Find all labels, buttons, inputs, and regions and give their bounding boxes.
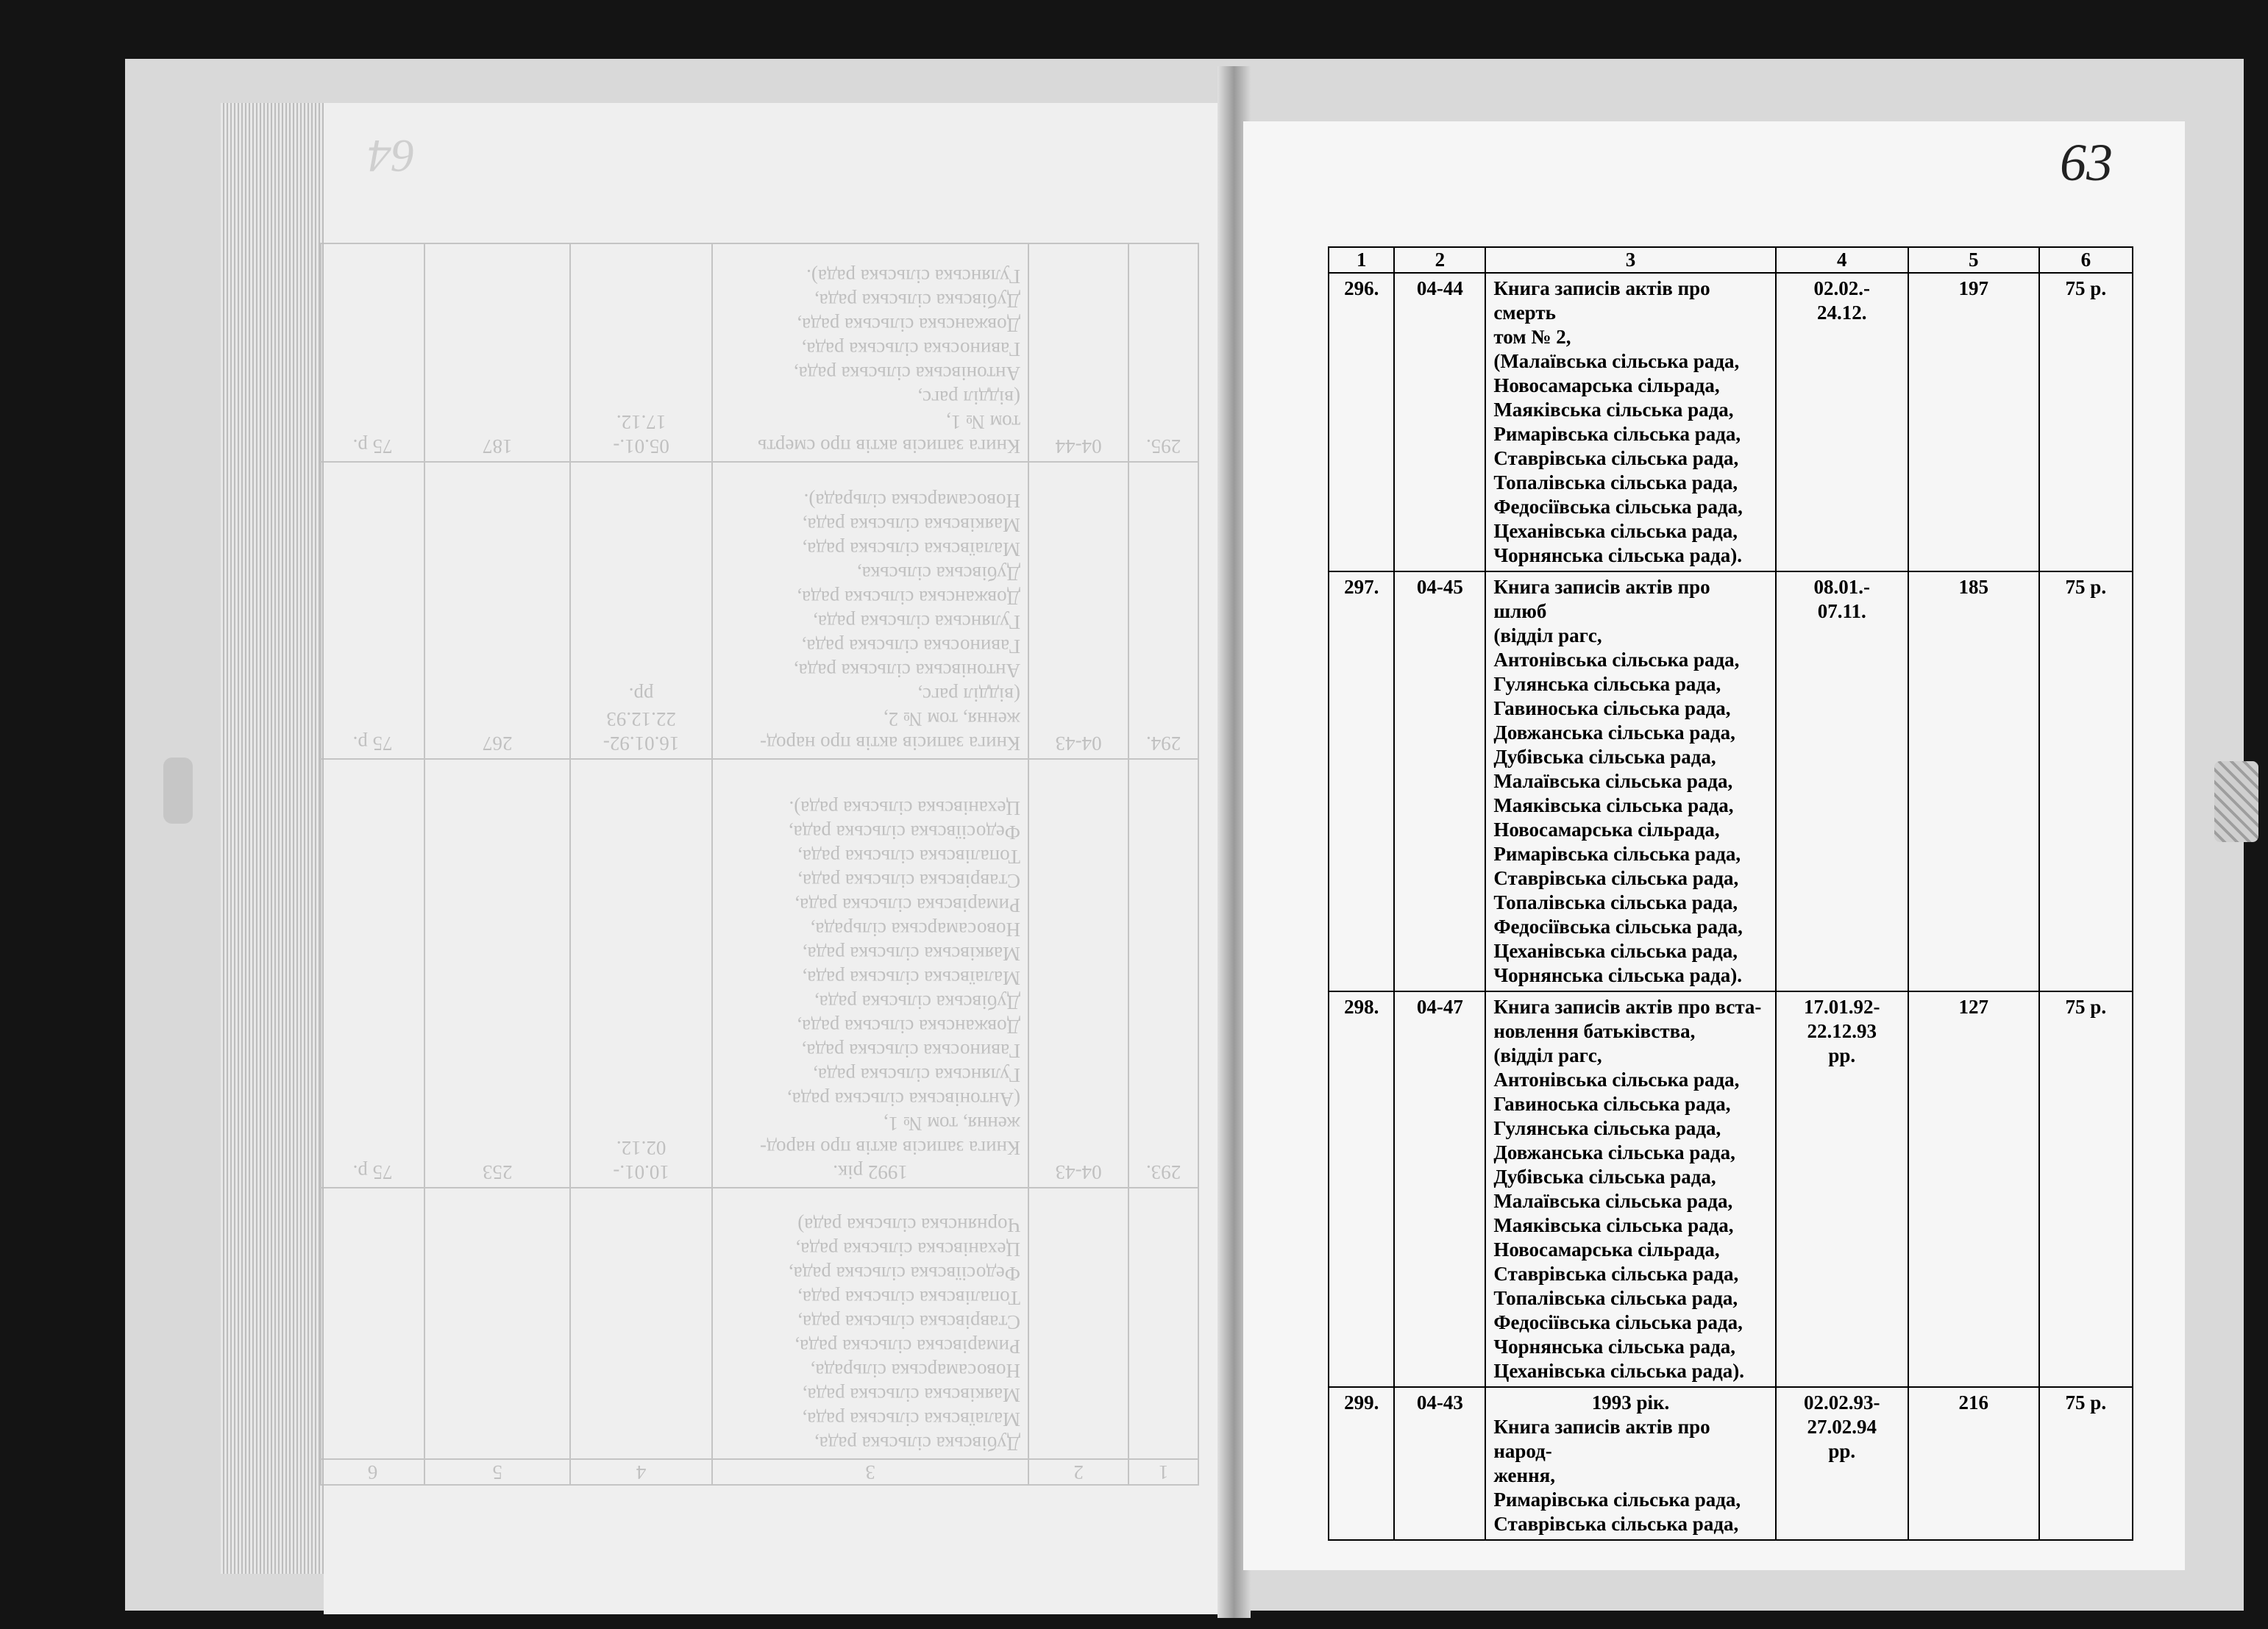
description-line: Новосамарська сільрада, (1493, 819, 1720, 841)
description-line: Гавиноська сільська рада, (801, 635, 1021, 658)
description-line: Книга записів актів про вста- (1493, 996, 1762, 1018)
dates-cell (570, 1188, 712, 1459)
description-line: Гулянська сільська рада, (1493, 1117, 1721, 1139)
description-line: Антонівська сільська рада, (793, 660, 1021, 682)
row-number-cell (1128, 1188, 1198, 1459)
description-line: Дубівська сільська, (856, 563, 1021, 585)
retention-term-cell: 75 р. (321, 759, 424, 1188)
description-line: Антонівська сільська рада, (1493, 649, 1740, 671)
description-cell (712, 462, 1028, 759)
folder-clip (163, 758, 193, 824)
year-heading: 1993 рік. (1591, 1391, 1670, 1414)
description-line: Цеханівська сільська рада, (795, 1238, 1021, 1261)
description-line: Довжанська сільська рада, (1493, 721, 1735, 744)
count-cell: 127 (1908, 991, 2039, 1387)
left-page-number: 64 (368, 130, 415, 182)
date-line: 05.01.- (613, 435, 669, 458)
row-number-cell: 297. (1329, 571, 1394, 991)
description-line: Гулянська сільська рада, (813, 611, 1021, 634)
description-line: Римарівська сільська рада, (794, 1336, 1021, 1358)
table-row (1329, 1387, 2133, 1540)
dates-cell (1776, 1387, 1908, 1540)
description-line: Римарівська сільська рада, (794, 894, 1021, 917)
description-line: ження, том № 1, (883, 1113, 1021, 1136)
description-line: Ставрівська сільська рада, (797, 1311, 1021, 1333)
retention-term-cell: 75 р. (2039, 1387, 2133, 1540)
header-cell: 4 (1776, 247, 1908, 273)
header-cell: 1 (1329, 247, 1394, 273)
description-line: Чорнянська сільська рада). (1493, 964, 1743, 986)
date-line: рр. (1828, 1440, 1856, 1462)
description-line: Малаївська сільська рада, (802, 538, 1021, 561)
description-line: (відділ рагс, (917, 387, 1021, 410)
retention-term-cell: 75 р. (2039, 991, 2133, 1387)
table-row (321, 759, 1198, 1188)
header-cell: 3 (1485, 247, 1775, 273)
fund-code-cell: 04-43 (1028, 759, 1128, 1188)
description-line: Топалівська сільська рада, (797, 846, 1021, 869)
date-line: 16.01.92- (602, 732, 680, 755)
description-line: Гавиноська сільська рада, (801, 1040, 1021, 1063)
dates-cell (1776, 273, 1908, 571)
description-line: Чорнянська сільська рада, (1493, 1336, 1736, 1358)
table-row (321, 243, 1198, 462)
row-number-cell: 294. (1128, 462, 1198, 759)
description-line: Антонівська сільська рада, (793, 363, 1021, 385)
retention-term-cell: 75 р. (2039, 571, 2133, 991)
description-line: Цеханівська сільська рада, (1493, 940, 1738, 962)
retention-term-cell: 75 р. (321, 243, 424, 462)
description-line: Дубівська сільська рада, (814, 991, 1021, 1014)
description-line: Книга записів актів про смерть (758, 435, 1021, 458)
description-cell (712, 1188, 1028, 1459)
date-line: рр. (1828, 1044, 1856, 1066)
description-line: Цеханівська сільська рада). (1493, 1360, 1745, 1382)
date-line: 17.01.92- (1804, 996, 1880, 1018)
description-line: Топалівська сільська рада, (1493, 1287, 1738, 1309)
description-line: Дубівська сільська рада, (814, 1433, 1021, 1455)
description-line: Новосамарська сільрада, (810, 1360, 1021, 1382)
description-line: Маяківська сільська рада, (1493, 1214, 1734, 1236)
description-line: Маяківська сільська рада, (802, 943, 1021, 966)
description-line: ження, (1493, 1464, 1556, 1486)
header-cell: 2 (1028, 1459, 1128, 1485)
description-line: Гулянська сільська рада). (806, 265, 1021, 288)
description-line: Ставрівська сільська рада, (1493, 447, 1739, 469)
description-line: Маяківська сільська рада, (802, 514, 1021, 537)
date-line: 10.01.- (613, 1161, 669, 1184)
row-number-cell: 296. (1329, 273, 1394, 571)
description-line: Федосіївська сільська рада, (1493, 496, 1743, 518)
description-line: Маяківська сільська рада, (1493, 794, 1734, 816)
description-line: Гулянська сільська рада, (1493, 673, 1721, 695)
description-line: Довжанська сільська рада, (797, 587, 1021, 610)
header-row (321, 1459, 1198, 1485)
description-line: Римарівська сільська рада, (1493, 843, 1741, 865)
description-line: Федосіївська сільська рада, (788, 1263, 1021, 1285)
description-line: Довжанська сільська рада, (1493, 1141, 1735, 1163)
count-cell: 197 (1908, 273, 2039, 571)
date-line: 27.02.94 (1807, 1416, 1877, 1438)
year-heading: 1992 рік. (833, 1161, 908, 1184)
fund-code-cell: 04-44 (1028, 243, 1128, 462)
description-line: Книга записів актів про шлюб (1493, 576, 1710, 622)
date-line: 07.11. (1817, 600, 1866, 622)
description-line: Ставрівська сільська рада, (797, 870, 1021, 893)
description-line: ження, том № 2, (883, 708, 1021, 731)
description-line: (Малаївська сільська рада, (1493, 350, 1740, 372)
count-cell: 216 (1908, 1387, 2039, 1540)
header-cell: 2 (1394, 247, 1485, 273)
right-page-number: 63 (2060, 133, 2113, 192)
description-line: Книга записів актів про смерть (1493, 277, 1710, 324)
register-table-right (1328, 246, 2133, 1541)
description-cell (712, 243, 1028, 462)
dates-cell (570, 243, 712, 462)
description-line: Ставрівська сільська рада, (1493, 1263, 1739, 1285)
folder-ribbon (2214, 761, 2258, 842)
description-cell (1485, 273, 1775, 571)
description-cell (1485, 991, 1775, 1387)
description-line: Довжанська сільська рада, (797, 1016, 1021, 1038)
register-table-left (320, 243, 1199, 1486)
date-line: рр. (628, 684, 654, 707)
count-cell: 185 (1908, 571, 2039, 991)
description-line: новлення батьківства, (1493, 1020, 1696, 1042)
description-line: Дубівська сільська рада, (814, 290, 1021, 313)
description-line: Довжанська сільська рада, (797, 314, 1021, 337)
description-line: (відділ рагс, (1493, 1044, 1602, 1066)
description-line: Книга записів актів про народ- (1493, 1416, 1710, 1462)
header-cell: 5 (424, 1459, 570, 1485)
date-line: 02.12. (616, 1137, 666, 1160)
table-row (1329, 991, 2133, 1387)
date-line: 02.02.- (1813, 277, 1871, 299)
description-line: Ставрівська сільська рада, (1493, 867, 1739, 889)
header-cell: 6 (2039, 247, 2133, 273)
description-line: Ставрівська сільська рада, (1493, 1513, 1739, 1535)
description-line: Малаївська сільська рада, (1493, 770, 1733, 792)
description-line: (Антонівська сільська рада, (786, 1088, 1021, 1111)
table-row (1329, 571, 2133, 991)
description-cell (712, 759, 1028, 1188)
description-line: Римарівська сільська рада, (1493, 1489, 1741, 1511)
dates-cell (1776, 571, 1908, 991)
description-line: Чорнянська сільська рада). (1493, 544, 1743, 566)
description-line: Топалівська сільська рада, (797, 1287, 1021, 1309)
count-cell: 267 (424, 462, 570, 759)
dates-cell (570, 462, 712, 759)
fund-code-cell: 04-44 (1394, 273, 1485, 571)
description-line: Дубівська сільська рада, (1493, 1166, 1716, 1188)
description-line: том № 1, (946, 411, 1021, 434)
description-line: Новосамарська сільрада). (803, 490, 1021, 513)
description-line: Чорнянська сільська рада) (797, 1214, 1021, 1236)
description-cell (1485, 571, 1775, 991)
description-line: Дубівська сільська рада, (1493, 746, 1716, 768)
description-line: Малаївська сільська рада, (802, 967, 1021, 990)
row-number-cell: 293. (1128, 759, 1198, 1188)
description-line: (відділ рагс, (917, 684, 1021, 707)
row-number-cell: 295. (1128, 243, 1198, 462)
dates-cell (1776, 991, 1908, 1387)
table-row (1329, 273, 2133, 571)
description-line: Новосамарська сільрада, (810, 919, 1021, 941)
fund-code-cell: 04-47 (1394, 991, 1485, 1387)
retention-term-cell: 75 р. (2039, 273, 2133, 571)
description-line: Цеханівська сільська рада). (789, 797, 1021, 820)
description-line: Гавиноська сільська рада, (1493, 697, 1731, 719)
description-line: Новосамарська сільрада, (1493, 1238, 1720, 1261)
description-line: Гавиноська сільська рада, (801, 338, 1021, 361)
date-line: 22.12.93 (1807, 1020, 1877, 1042)
dates-cell (570, 759, 712, 1188)
description-line: Цеханівська сільська рада, (1493, 520, 1738, 542)
header-cell: 3 (712, 1459, 1028, 1485)
description-line: Римарівська сільська рада, (1493, 423, 1741, 445)
date-line: 02.02.93- (1804, 1391, 1880, 1414)
header-cell: 6 (321, 1459, 424, 1485)
date-line: 08.01.- (1813, 576, 1871, 598)
description-line: Гулянська сільська рада, (813, 1064, 1021, 1087)
header-cell: 4 (570, 1459, 712, 1485)
retention-term-cell (321, 1188, 424, 1459)
description-line: Новосамарська сільрада, (1493, 374, 1720, 396)
date-line: 22.12.93 (606, 708, 676, 731)
fund-code-cell (1028, 1188, 1128, 1459)
row-number-cell: 298. (1329, 991, 1394, 1387)
description-line: Федосіївська сільська рада, (788, 821, 1021, 844)
count-cell (424, 1188, 570, 1459)
description-line: (відділ рагс, (1493, 624, 1602, 646)
right-page-register-table (1328, 246, 2133, 1535)
header-row (1329, 247, 2133, 273)
table-row (321, 462, 1198, 759)
description-line: Гавиноська сільська рада, (1493, 1093, 1731, 1115)
description-line: Книга записів актів про народ- (760, 1137, 1021, 1160)
description-line: Антонівська сільська рада, (1493, 1069, 1740, 1091)
description-line: Топалівська сільська рада, (1493, 891, 1738, 913)
retention-term-cell: 75 р. (321, 462, 424, 759)
description-line: Книга записів актів про народ- (760, 732, 1021, 755)
description-line: Малаївська сільська рада, (802, 1408, 1021, 1430)
fund-code-cell: 04-43 (1394, 1387, 1485, 1540)
description-line: Маяківська сільська рада, (1493, 399, 1734, 421)
date-line: 24.12. (1817, 302, 1867, 324)
description-line: Топалівська сільська рада, (1493, 471, 1738, 493)
count-cell: 187 (424, 243, 570, 462)
table-row (321, 1188, 1198, 1459)
row-number-cell: 299. (1329, 1387, 1394, 1540)
description-line: Федосіївська сільська рада, (1493, 1311, 1743, 1333)
description-line: Маяківська сільська рада, (802, 1384, 1021, 1406)
description-cell (1485, 1387, 1775, 1540)
description-line: Малаївська сільська рада, (1493, 1190, 1733, 1212)
date-line: 17.12. (616, 411, 666, 434)
description-line: том № 2, (1493, 326, 1571, 348)
fund-code-cell: 04-45 (1394, 571, 1485, 991)
fund-code-cell: 04-43 (1028, 462, 1128, 759)
header-cell: 5 (1908, 247, 2039, 273)
left-page-register-table (320, 243, 1199, 1486)
description-line: Федосіївська сільська рада, (1493, 916, 1743, 938)
count-cell: 253 (424, 759, 570, 1188)
header-cell: 1 (1128, 1459, 1198, 1485)
